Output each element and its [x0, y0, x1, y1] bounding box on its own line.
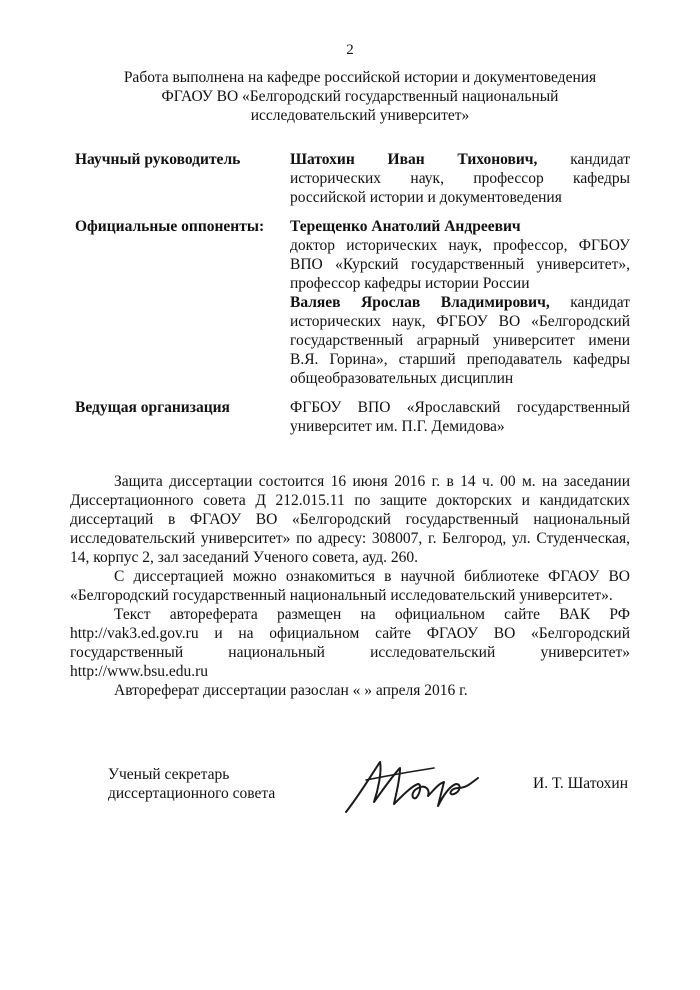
- secretary-name: И. Т. Шатохин: [533, 775, 628, 792]
- secretary-title-line-2: диссертационного совета: [108, 785, 276, 802]
- secretary-title-line-1: Ученый секретарь: [108, 766, 230, 783]
- opponents-content: [290, 217, 630, 388]
- supervisor-details: кандидат исторических наук, профессор кафедры российской истории и документоведения: [290, 151, 630, 206]
- library-paragraph: С диссертацией можно ознакомиться в научной библиотеке ФГАОУ ВО «Белгородский государственный национальный исследовательский университет».: [70, 568, 630, 604]
- mailed-paragraph: Автореферат диссертации разослан « » апреля 2016 г.: [114, 682, 468, 699]
- opponent-1-name: Терещенко Анатолий Андреевич: [290, 218, 521, 235]
- opponents-label: Официальные оппоненты:: [75, 218, 265, 235]
- supervisor-label: Научный руководитель: [75, 151, 241, 168]
- header-line-1: Работа выполнена на кафедре российской истории и документоведения: [123, 69, 597, 86]
- header-line-3: исследовательский университет»: [250, 107, 470, 124]
- opponent-2-name: Валяев Ярослав Владимирович,: [290, 294, 550, 311]
- supervisor-name: Шатохин Иван Тихонович,: [290, 151, 538, 168]
- lead-org-row: [75, 398, 630, 436]
- page-number: 2: [346, 42, 354, 58]
- lead-org-label: Ведущая организация: [75, 399, 230, 416]
- opponents-row: [75, 217, 630, 388]
- supervisor-content: [290, 150, 630, 207]
- participants-section: [75, 150, 630, 446]
- lead-org-text: ФГБОУ ВПО «Ярославский государственный университет им. П.Г. Демидова»: [290, 399, 630, 435]
- header-line-2: ФГАОУ ВО «Белгородский государственный национальный: [161, 88, 559, 105]
- secretary-title: [108, 765, 275, 803]
- opponent-2-details: кандидат исторических наук, ФГБОУ ВО «Белгородский государственный аграрный университет имени В.Я. Горина», старший преподаватель кафедры общеобразовательных дисциплин: [290, 294, 631, 387]
- defense-paragraph: Защита диссертации состоится 16 июня 2016 г. в 14 ч. 00 м. на заседании Диссертационного совета Д 212.015.11 по защите докторских и кандидатских диссертаций в ФГАОУ ВО «Белгородский государственный национальный исследовательский университет» по адресу: 308007, г. Белгород, ул. Студенческая, 14, корпус 2, зал заседаний Ученого совета, ауд. 260.: [70, 473, 630, 566]
- opponent-1-details: доктор исторических наук, профессор, ФГБОУ ВПО «Курский государственный университет», профессор кафедры истории России: [290, 237, 630, 292]
- main-text: [70, 472, 630, 700]
- handwritten-signature: [338, 754, 488, 824]
- website-paragraph: Текст автореферата размещен на официальном сайте ВАК РФ http://vak3.ed.gov.ru и на официальном сайте ФГАОУ ВО «Белгородский государственный национальный исследовательский университет» http://www.bsu.edu.ru: [70, 606, 630, 680]
- document-header: [60, 68, 660, 125]
- signature-block: [108, 760, 628, 820]
- supervisor-row: [75, 150, 630, 207]
